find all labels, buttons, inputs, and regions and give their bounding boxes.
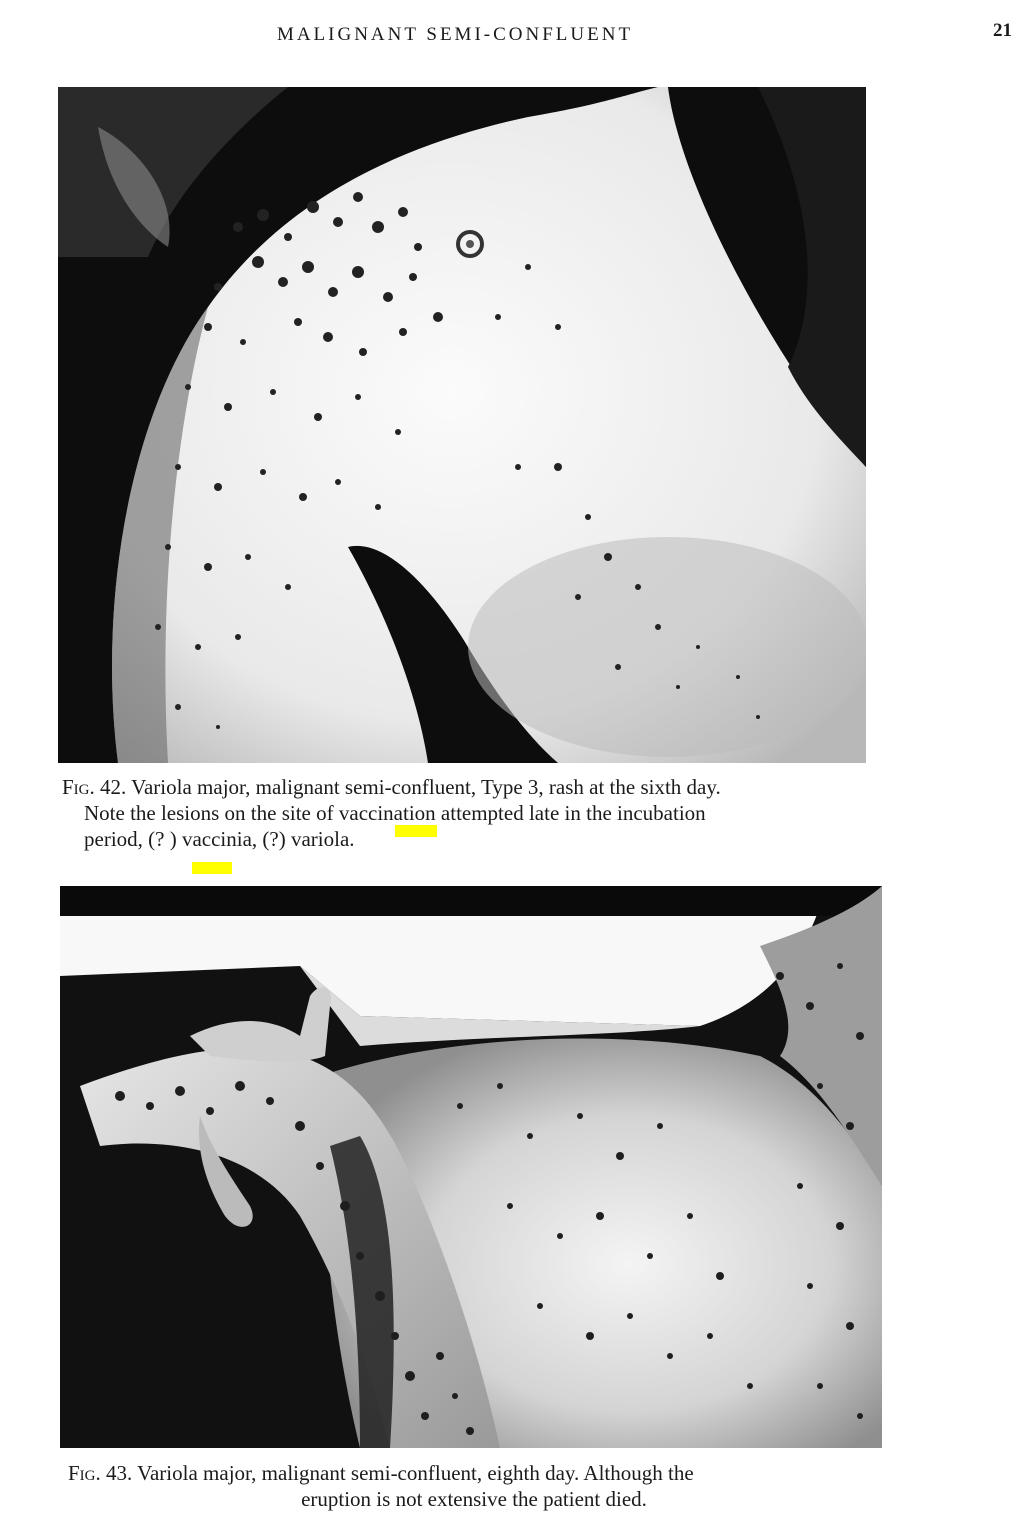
page-number: 21 xyxy=(993,20,1012,41)
running-head: MALIGNANT SEMI-CONFLUENT xyxy=(276,24,634,45)
highlight-mark xyxy=(192,862,232,874)
figure-43-photograph xyxy=(60,886,882,1448)
figure-43-caption xyxy=(68,1460,880,1512)
figure-label: Fig. 42. xyxy=(62,775,127,799)
caption-line: Variola major, malignant semi-confluent, Type 3, rash at the sixth day. xyxy=(131,775,721,799)
caption-line: period, (? ) vaccinia, (?) variola. xyxy=(84,827,355,851)
caption-line: Note the lesions on the site of vaccination attempted late in the incubation xyxy=(84,801,706,825)
figure-42-photograph xyxy=(58,87,866,763)
caption-line: eruption is not extensive the patient died. xyxy=(301,1487,647,1511)
figure-label: Fig. 43. xyxy=(68,1461,133,1485)
caption-line: Variola major, malignant semi-confluent, eighth day. Although the xyxy=(137,1461,694,1485)
figure-42-caption xyxy=(62,774,870,852)
